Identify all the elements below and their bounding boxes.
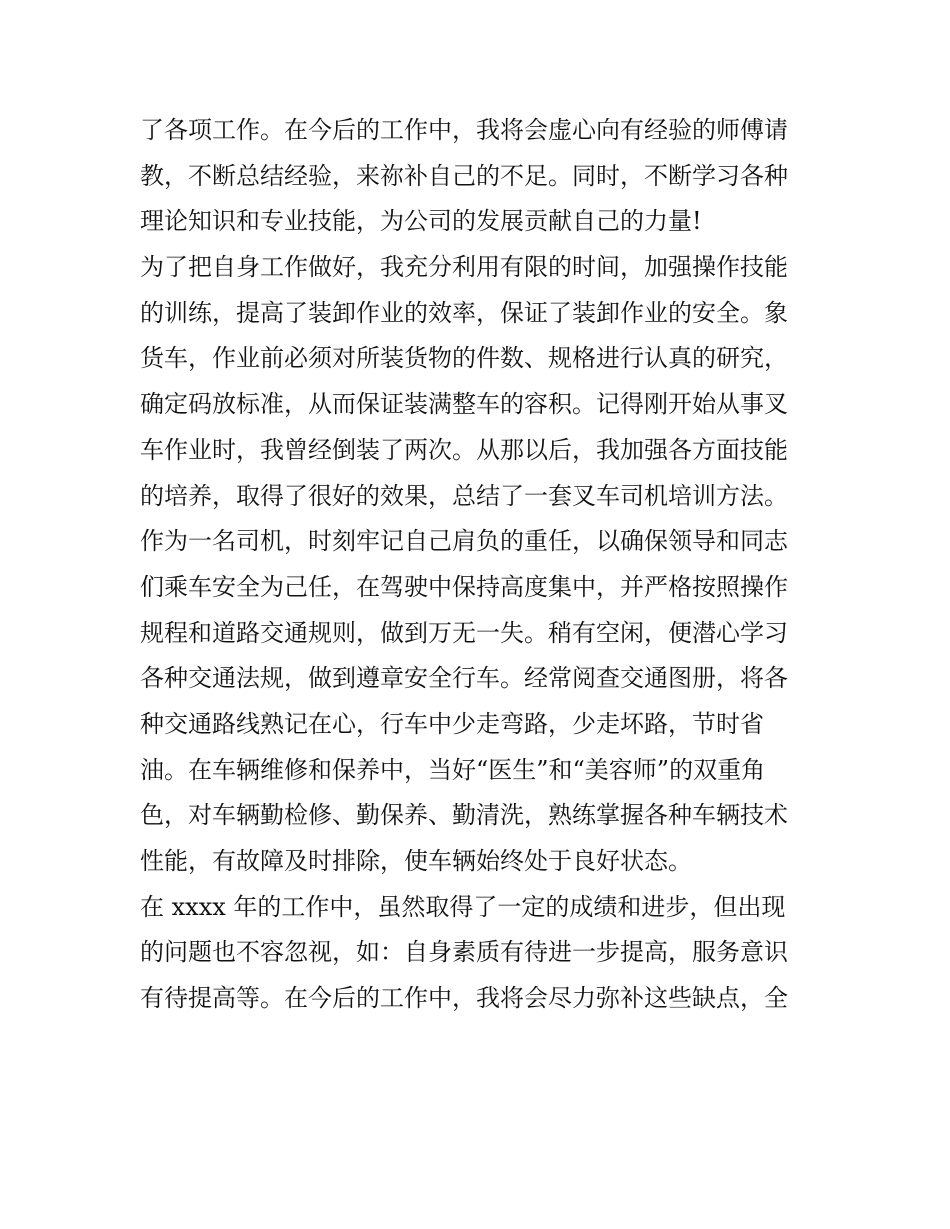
text-line: 色，对车辆勤检修、勤保养、勤清洗，熟练掌握各种车辆技术 xyxy=(140,801,788,830)
text-line: 规程和道路交通规则，做到万无一失。稍有空闲，便潜心学习 xyxy=(140,618,788,647)
text-line: 在 xxxx 年的工作中，虽然取得了一定的成绩和进步，但出现 xyxy=(140,892,786,921)
text-line: 作为一名司机，时刻牢记自己肩负的重任，以确保领导和同志 xyxy=(140,527,788,556)
text-line: 性能，有故障及时排除，使车辆始终处于良好状态。 xyxy=(140,847,692,875)
text-line: 种交通路线熟记在心，行车中少走弯路，少走坏路，节时省 xyxy=(140,709,764,738)
text-line: 车作业时，我曾经倒装了两次。从那以后，我加强各方面技能 xyxy=(140,435,788,464)
text-line: 们乘车安全为己任，在驾驶中保持高度集中，并严格按照操作 xyxy=(140,572,788,601)
text-line: 货车，作业前必须对所装货物的件数、规格进行认真的研究， xyxy=(140,344,788,373)
body-text xyxy=(140,108,820,1022)
text-line: 教，不断总结经验，来祢补自己的不足。同时，不断学习各种 xyxy=(140,161,788,190)
text-line: 有待提高等。在今后的工作中，我将会尽力弥补这些缺点，全 xyxy=(140,984,788,1013)
text-line: 的训练，提高了装卸作业的效率，保证了装卸作业的安全。象 xyxy=(140,298,788,327)
text-line: 确定码放标准，从而保证装满整车的容积。记得刚开始从事叉 xyxy=(140,390,788,419)
text-line: 理论知识和专业技能，为公司的发展贡献自己的力量! xyxy=(140,207,702,236)
text-line: 各种交通法规，做到遵章安全行车。经常阅查交通图册，将各 xyxy=(140,664,788,693)
text-line: 的问题也不容忽视，如：自身素质有待进一步提高，服务意识 xyxy=(140,938,788,967)
text-line: 了各项工作。在今后的工作中，我将会虚心向有经验的师傅请 xyxy=(140,116,788,144)
text-line: 的培养，取得了很好的效果，总结了一套叉车司机培训方法。 xyxy=(140,481,788,510)
text-line: 油。在车辆维修和保养中，当好“医生”和“美容师”的双重角 xyxy=(140,755,766,784)
text-line: 为了把自身工作做好，我充分利用有限的时间，加强操作技能 xyxy=(140,253,788,282)
